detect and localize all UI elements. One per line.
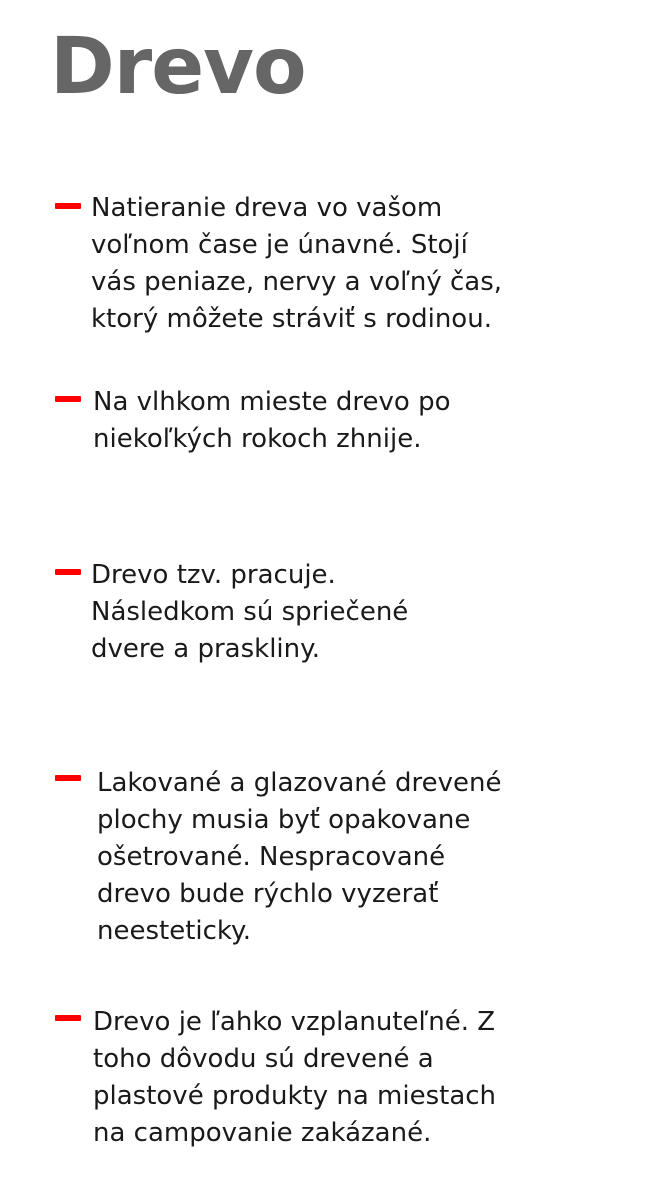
list-item-text: Natieranie dreva vo vašom voľnom čase je únavné. Stojí vás peniaze, nervy a voľný čas, ktorý môžete stráviť s rodinou. <box>91 193 503 334</box>
red-dash-bullet <box>55 569 81 575</box>
red-dash-bullet <box>55 203 81 209</box>
red-dash-bullet <box>55 396 81 402</box>
list-item-text: Drevo je ľahko vzplanuteľné. Z toho dôvodu sú drevené a plastové produkty na miestach na campovanie zakázané. <box>93 1007 497 1148</box>
red-dash-bullet <box>55 775 81 781</box>
list-item-text: Lakované a glazované drevené plochy musia byť opakovane ošetrované. Nespracované drevo bude rýchlo vyzerať neesteticky. <box>97 768 502 946</box>
list-item-text: Drevo tzv. pracuje. Následkom sú spriečené dvere a praskliny. <box>91 560 409 664</box>
list-item-text: Na vlhkom mieste drevo po niekoľkých rokoch zhnije. <box>93 387 451 454</box>
page-title: Drevo <box>50 22 306 112</box>
red-dash-bullet <box>55 1015 81 1021</box>
